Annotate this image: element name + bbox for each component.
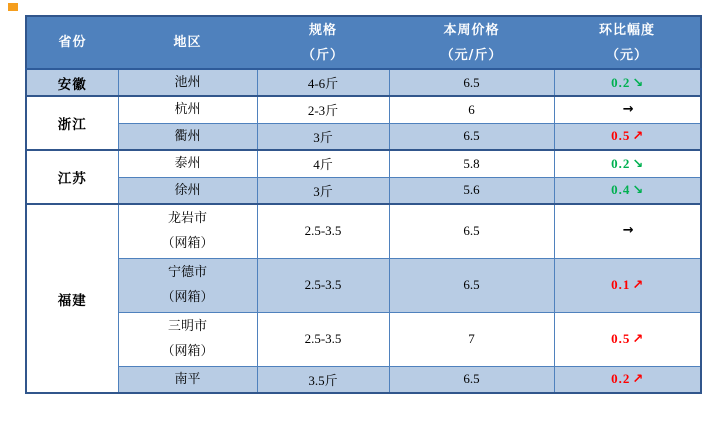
region-subname: （网箱） <box>161 236 214 252</box>
flat-arrow-icon: → <box>622 101 634 117</box>
table-row <box>26 123 701 150</box>
region-cell <box>118 69 257 96</box>
region-subname: （网箱） <box>161 344 214 359</box>
change-cell <box>554 258 701 312</box>
price-cell: 5.8 <box>389 150 554 177</box>
price-cell: 6 <box>389 96 554 123</box>
region-cell <box>118 150 257 177</box>
region-cell <box>118 204 257 258</box>
header-line1: 本周价格 <box>443 22 500 38</box>
header-line2: （元/斤） <box>440 47 503 63</box>
spec-cell: 2.5-3.5 <box>257 204 389 258</box>
region-cell <box>118 96 257 123</box>
region-name: 衢州 <box>174 128 201 144</box>
province-cell: 福建 <box>26 204 118 393</box>
province-cell: 安徽 <box>26 69 118 96</box>
table-row <box>26 366 701 393</box>
down-arrow-icon: ↘ <box>632 156 644 172</box>
table-row <box>26 150 701 177</box>
region-name: 徐州 <box>174 182 201 198</box>
header-row <box>26 16 701 69</box>
spec-cell: 4斤 <box>257 150 389 177</box>
price-cell: 6.5 <box>389 123 554 150</box>
down-arrow-icon: ↘ <box>632 183 644 199</box>
col-header-region <box>118 16 257 69</box>
header-line1: 地区 <box>173 35 202 50</box>
header-line2: （斤） <box>301 47 344 63</box>
price-cell: 6.5 <box>389 258 554 312</box>
region-name: 三明市 <box>167 319 207 334</box>
corner-marker <box>8 3 18 11</box>
change-cell <box>554 150 701 177</box>
table-row <box>26 69 701 96</box>
table-row <box>26 312 701 366</box>
header-line2: （元） <box>605 47 648 63</box>
col-header-spec <box>257 16 389 69</box>
up-arrow-icon: ↗ <box>632 372 644 388</box>
region-subname: （网箱） <box>161 290 214 305</box>
spec-cell: 3斤 <box>257 123 389 150</box>
header-line1: 规格 <box>308 22 337 38</box>
table-row <box>26 258 701 312</box>
change-cell <box>554 69 701 96</box>
change-value: 0.5 <box>611 128 631 144</box>
flat-arrow-icon: → <box>622 223 634 239</box>
region-name: 杭州 <box>174 102 201 118</box>
col-header-change <box>554 16 701 69</box>
header-line1: 省份 <box>58 35 87 50</box>
spec-cell: 4-6斤 <box>257 69 389 96</box>
up-arrow-icon: ↗ <box>632 332 644 347</box>
province-cell: 江苏 <box>26 150 118 204</box>
region-name: 泰州 <box>174 156 201 172</box>
region-cell <box>118 123 257 150</box>
price-cell: 6.5 <box>389 366 554 393</box>
table-row <box>26 96 701 123</box>
change-cell <box>554 312 701 366</box>
spec-cell: 3.5斤 <box>257 366 389 393</box>
region-cell <box>118 366 257 393</box>
header-line1: 环比幅度 <box>598 22 655 38</box>
region-name: 龙岩市 <box>167 211 207 227</box>
spec-cell: 2.5-3.5 <box>257 258 389 312</box>
region-name: 南平 <box>174 371 201 387</box>
region-name: 宁德市 <box>167 265 207 280</box>
region-cell <box>118 312 257 366</box>
change-value: 0.5 <box>611 331 631 346</box>
price-cell: 5.6 <box>389 177 554 204</box>
price-cell: 6.5 <box>389 69 554 96</box>
change-cell <box>554 177 701 204</box>
region-name: 池州 <box>174 75 201 90</box>
change-value: 0.1 <box>611 277 631 292</box>
up-arrow-icon: ↗ <box>632 278 644 293</box>
price-cell: 6.5 <box>389 204 554 258</box>
change-cell <box>554 96 701 123</box>
change-value: 0.2 <box>611 371 631 387</box>
price-cell: 7 <box>389 312 554 366</box>
change-cell <box>554 366 701 393</box>
table-row <box>26 177 701 204</box>
table-row <box>26 204 701 258</box>
spec-cell: 2.5-3.5 <box>257 312 389 366</box>
change-value: 0.4 <box>611 182 631 198</box>
region-cell <box>118 258 257 312</box>
region-cell <box>118 177 257 204</box>
change-cell <box>554 123 701 150</box>
col-header-price <box>389 16 554 69</box>
change-cell <box>554 204 701 258</box>
price-table <box>25 15 702 394</box>
col-header-province <box>26 16 118 69</box>
change-value: 0.2 <box>611 155 631 171</box>
change-value: 0.2 <box>611 74 631 90</box>
spec-cell: 2-3斤 <box>257 96 389 123</box>
spec-cell: 3斤 <box>257 177 389 204</box>
down-arrow-icon: ↘ <box>632 75 644 91</box>
province-cell: 浙江 <box>26 96 118 150</box>
up-arrow-icon: ↗ <box>632 129 644 145</box>
